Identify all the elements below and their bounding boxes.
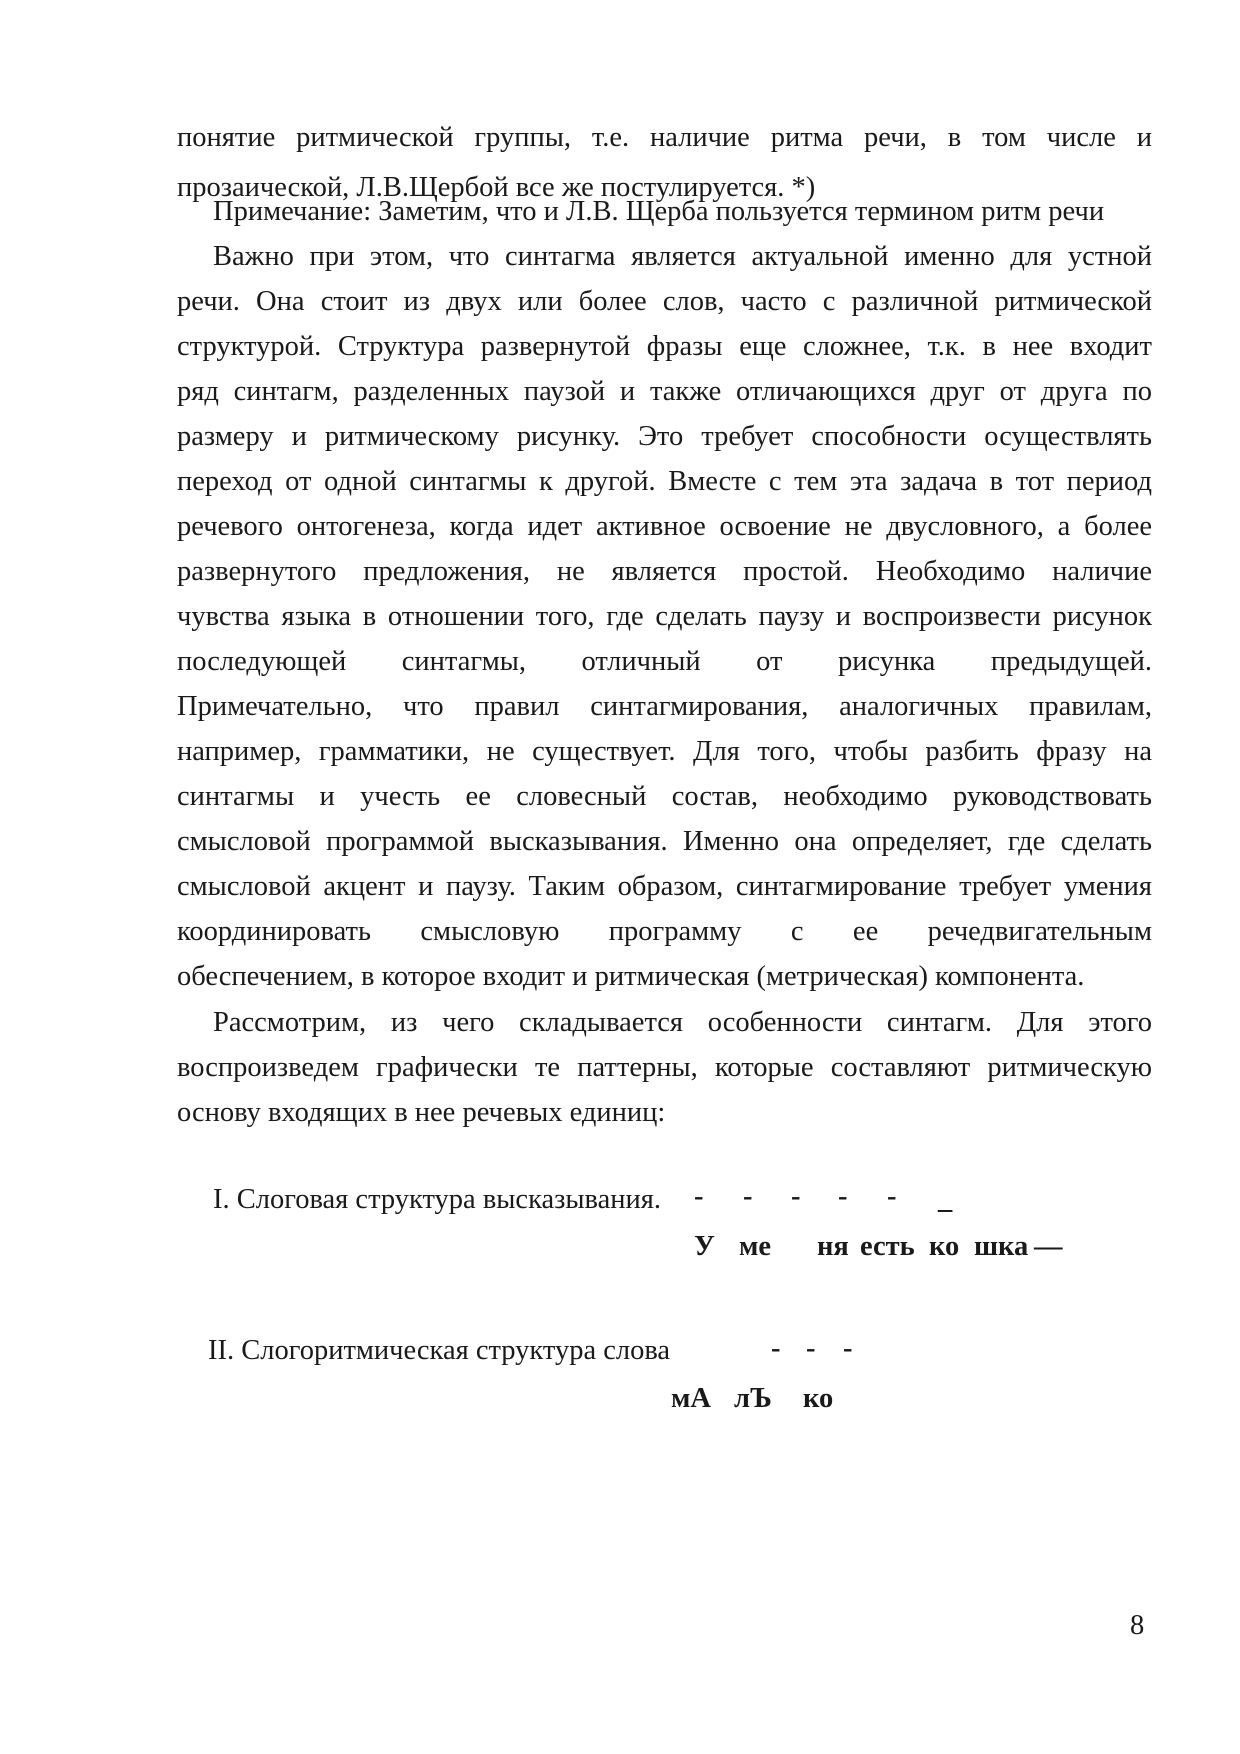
schema-2-mark: -	[806, 1333, 816, 1364]
schema-1-syllable: ме	[739, 1231, 772, 1262]
schema-1-mark-long: _	[938, 1184, 953, 1215]
paragraph-2-line-2: речи. Она стоит из двух или более слов, часто с различной ритмической	[177, 286, 1152, 317]
paragraph-2-line-9: чувства языка в отношении того, где сделать паузу и воспроизвести рисунок	[177, 601, 1152, 632]
schema-1-mark: -	[887, 1181, 897, 1212]
paragraph-2-line-10: последующей синтагмы, отличный от рисунка предыдущей.	[177, 646, 1152, 677]
schema-2-syllable: ко	[803, 1383, 834, 1414]
paragraph-3-line-3: основу входящих в нее речевых единиц:	[177, 1097, 666, 1128]
note: Примечание: Заметим, что и Л.В. Щерба пользуется термином ритм речи	[213, 196, 1105, 227]
page-number: 8	[1130, 1610, 1145, 1641]
paragraph-2-line-6: переход от одной синтагмы к другой. Вместе с тем эта задача в тот период	[177, 466, 1152, 497]
schema-1-syllable: есть	[860, 1231, 915, 1262]
schema-1-syllable: ко	[929, 1231, 960, 1262]
paragraph-2-line-3: структурой. Структура развернутой фразы еще сложнее, т.к. в нее входит	[177, 331, 1152, 362]
schema-2-label: II. Слогоритмическая структура слова	[208, 1335, 671, 1366]
schema-1-syllable: —	[1034, 1231, 1063, 1262]
paragraph-2-line-16: координировать смысловую программу с ее речедвигательным	[177, 916, 1152, 947]
paragraph-2-line-15: смысловой акцент и паузу. Таким образом, синтагмирование требует умения	[177, 871, 1152, 902]
schema-1-syllable: шка	[974, 1231, 1029, 1262]
schema-2-mark: -	[843, 1333, 853, 1364]
schema-1-syllable: У	[694, 1231, 715, 1262]
paragraph-2-line-14: смысловой программой высказывания. Именно она определяет, где сделать	[177, 826, 1152, 857]
paragraph-2-line-1: Важно при этом, что синтагма является актуальной именно для устной	[213, 241, 1152, 272]
paragraph-3-line-1: Рассмотрим, из чего складывается особенности синтагм. Для этого	[213, 1007, 1152, 1038]
paragraph-2-line-5: размеру и ритмическому рисунку. Это требует способности осуществлять	[177, 421, 1152, 452]
paragraph-2-line-13: синтагмы и учесть ее словесный состав, необходимо руководствовать	[177, 781, 1152, 812]
paragraph-2-line-4: ряд синтагм, разделенных паузой и также отличающихся друг от друга по	[177, 376, 1152, 407]
paragraph-2-line-12: например, грамматики, не существует. Для того, чтобы разбить фразу на	[177, 736, 1152, 767]
schema-1-mark: -	[838, 1181, 848, 1212]
schema-1-mark: -	[694, 1181, 704, 1212]
schema-2-syllable: лЪ	[734, 1383, 772, 1414]
paragraph-2-line-17: обеспечением, в которое входит и ритмическая (метрическая) компонента.	[177, 961, 1085, 992]
schema-2-syllable: мА	[671, 1383, 711, 1414]
schema-2-mark: -	[771, 1333, 781, 1364]
paragraph-2-line-7: речевого онтогенеза, когда идет активное освоение не двусловного, а более	[177, 511, 1152, 542]
schema-1-syllable: ня	[817, 1231, 849, 1262]
paragraph-1-line-1: понятие ритмической группы, т.е. наличие ритма речи, в том числе и	[177, 122, 1152, 153]
paragraph-1-line-2: прозаической, Л.В.Щербой все же постулируется. *)	[177, 172, 816, 203]
schema-1-label: I. Слоговая структура высказывания.	[213, 1184, 662, 1215]
paragraph-2-line-8: развернутого предложения, не является простой. Необходимо наличие	[177, 556, 1152, 587]
paragraph-3-line-2: воспроизведем графически те паттерны, которые составляют ритмическую	[177, 1052, 1152, 1083]
schema-1-mark: -	[791, 1181, 801, 1212]
schema-1-mark: -	[743, 1181, 753, 1212]
paragraph-2-line-11: Примечательно, что правил синтагмирования, аналогичных правилам,	[177, 691, 1152, 722]
